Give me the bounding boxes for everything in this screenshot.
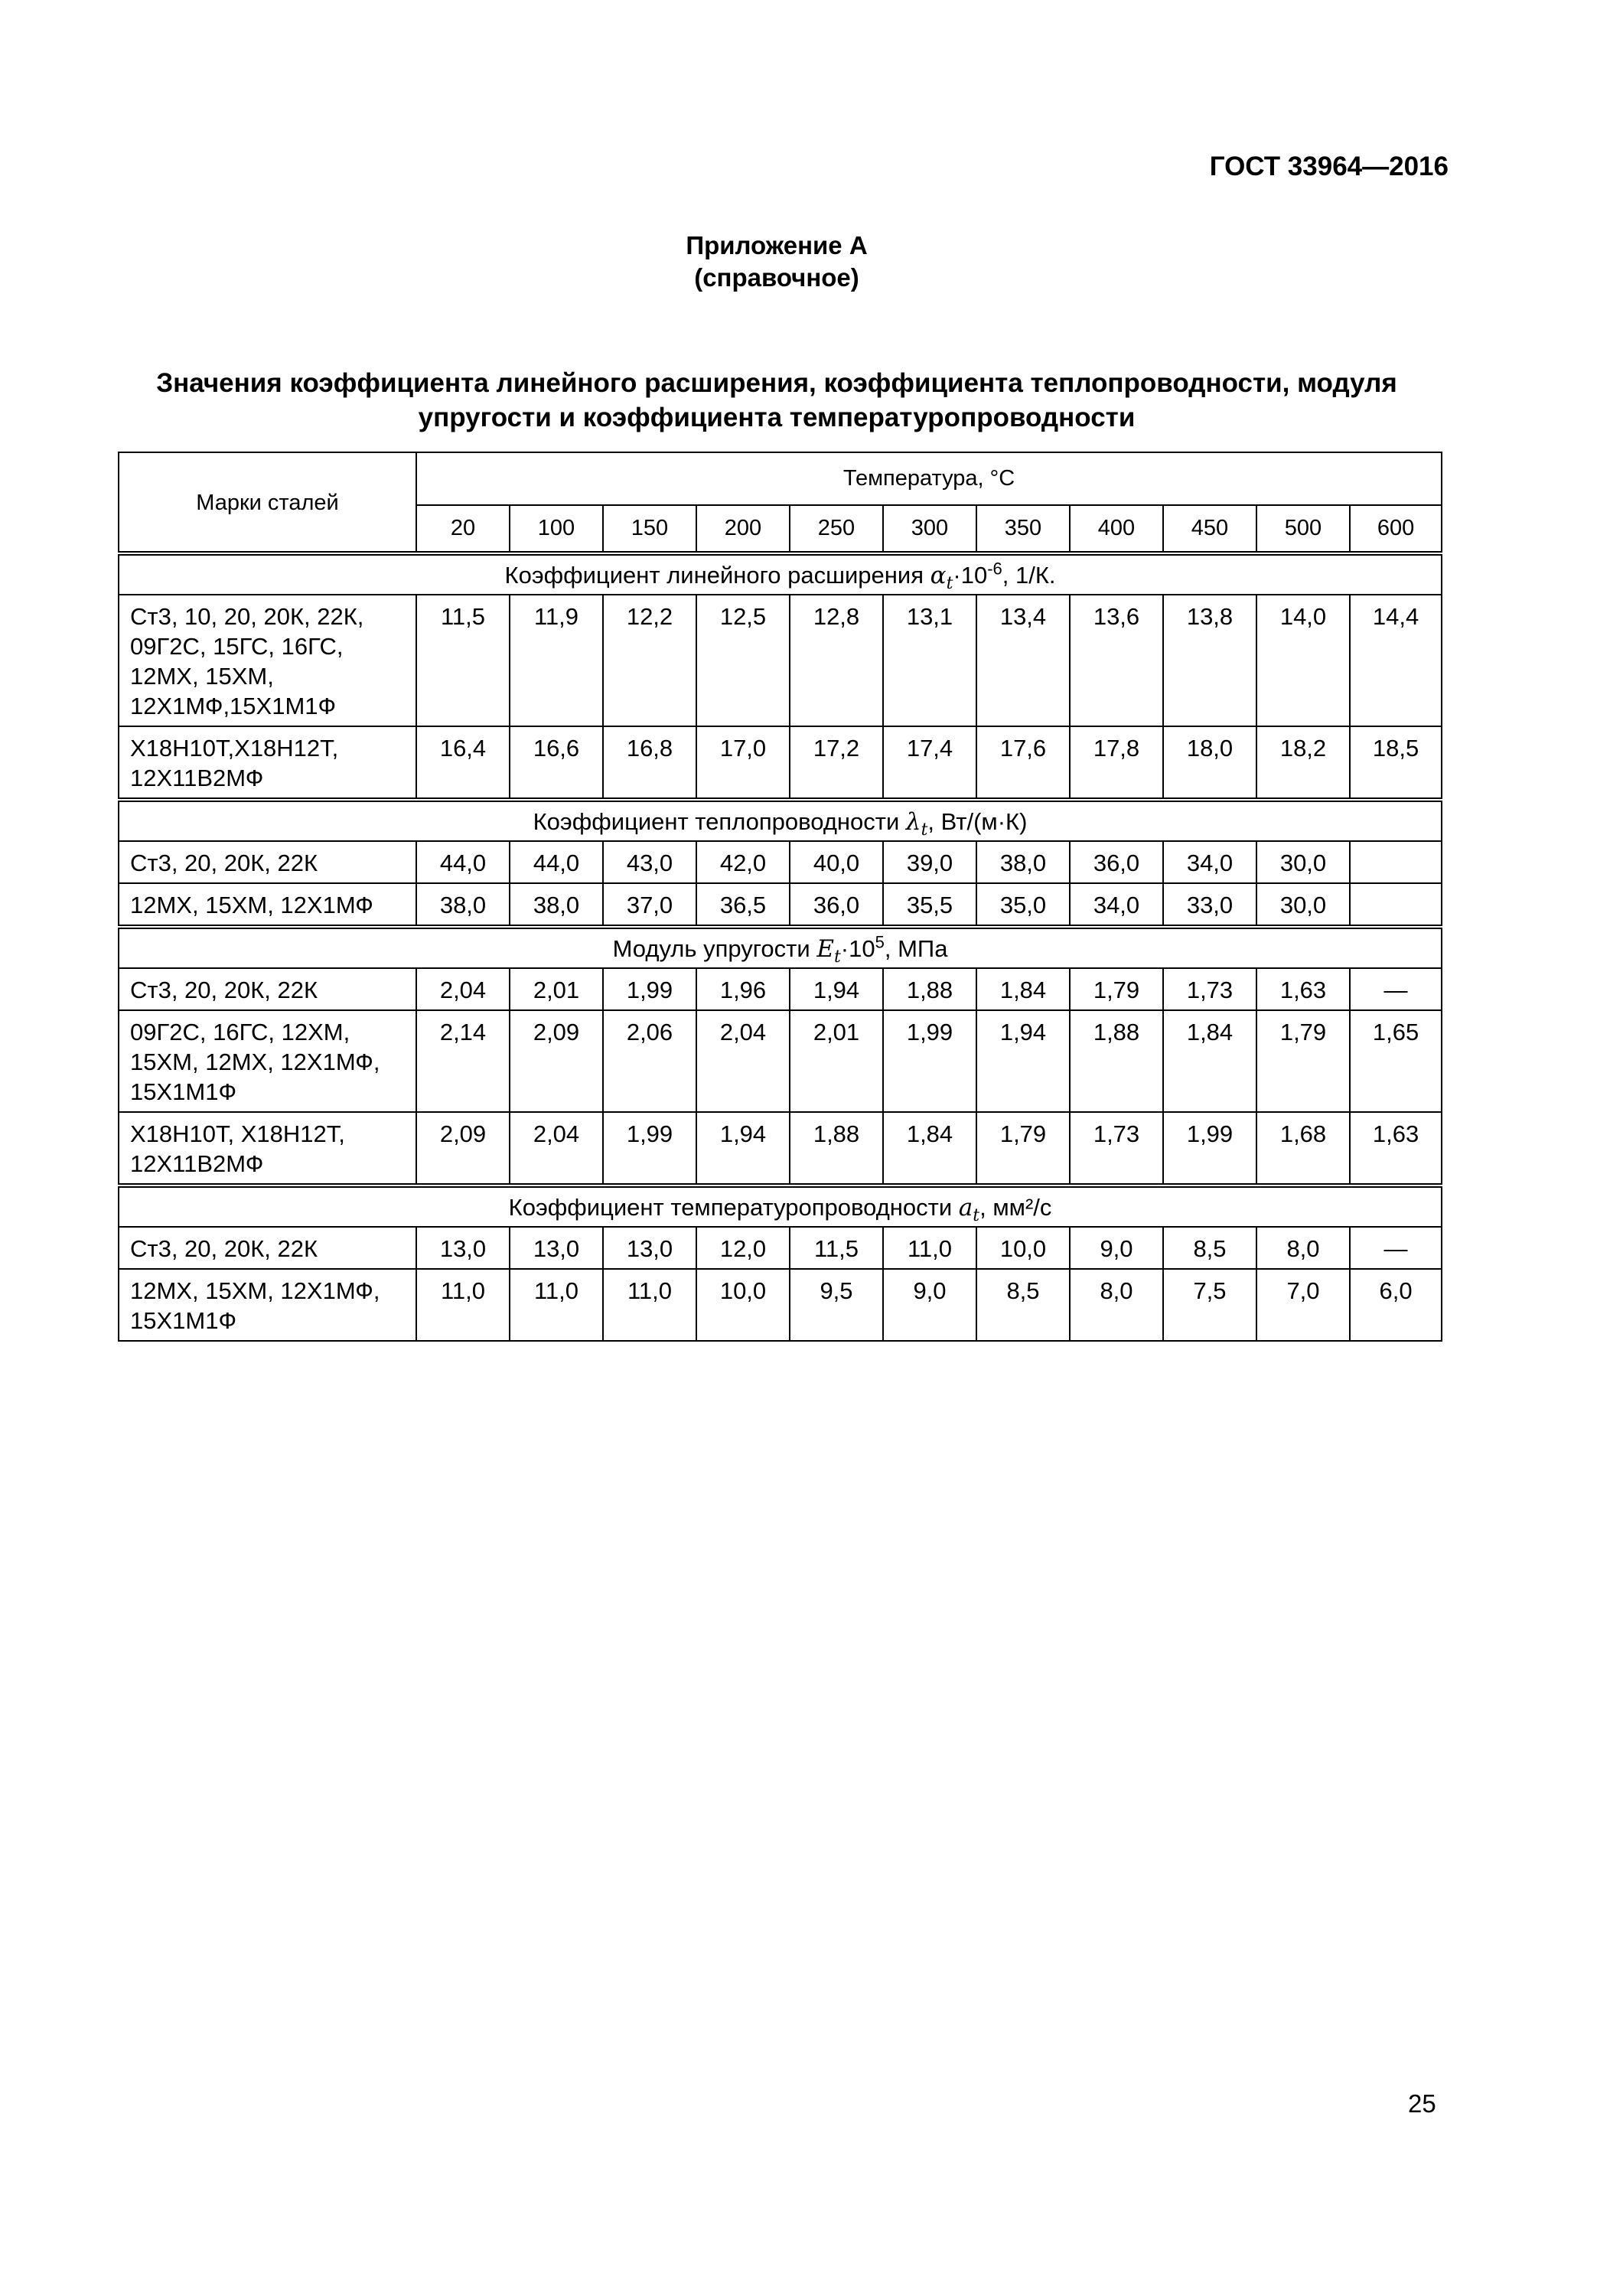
table-row (119, 968, 1442, 1010)
value-cell: 17,6 (976, 726, 1070, 800)
value-cell: 1,84 (1163, 1010, 1256, 1112)
section-header-row (119, 553, 1442, 595)
value-cell: 43,0 (603, 841, 696, 883)
temperature-cell: 250 (790, 505, 883, 553)
value-cell: 1,94 (696, 1112, 790, 1186)
temperature-cell: 200 (696, 505, 790, 553)
value-cell: 1,99 (883, 1010, 976, 1112)
steel-brand-cell: Х18Н10Т,Х18Н12Т, 12Х11В2МФ (119, 726, 416, 800)
value-cell: 6,0 (1350, 1269, 1442, 1341)
value-cell: 2,01 (790, 1010, 883, 1112)
value-cell: — (1350, 1227, 1442, 1269)
table-row (119, 1269, 1442, 1341)
value-cell: 1,79 (976, 1112, 1070, 1186)
temperature-cell: 350 (976, 505, 1070, 553)
section-title-text: Модуль упругости (612, 935, 817, 962)
value-cell: 30,0 (1256, 841, 1350, 883)
section-unit: , 1/К. (1002, 562, 1056, 589)
value-cell: 16,8 (603, 726, 696, 800)
section-exponent: 5 (875, 932, 885, 952)
value-cell: 13,0 (603, 1227, 696, 1269)
value-cell: 44,0 (416, 841, 510, 883)
section-title (119, 927, 1442, 968)
value-cell: — (1350, 968, 1442, 1010)
value-cell: 12,8 (790, 595, 883, 726)
value-cell: 36,5 (696, 883, 790, 927)
value-cell: 36,0 (1070, 841, 1163, 883)
value-cell: 13,0 (416, 1227, 510, 1269)
section-multiplier: ·10 (840, 935, 875, 962)
value-cell: 37,0 (603, 883, 696, 927)
section-title-text: Коэффициент температуропроводности (508, 1194, 959, 1221)
value-cell: 1,84 (976, 968, 1070, 1010)
temperature-cell: 500 (1256, 505, 1350, 553)
value-cell: 11,0 (603, 1269, 696, 1341)
properties-table (118, 452, 1442, 1342)
value-cell: 1,63 (1350, 1112, 1442, 1186)
value-cell: 42,0 (696, 841, 790, 883)
section-header-row (119, 1186, 1442, 1227)
table-row (119, 595, 1442, 726)
value-cell: 18,2 (1256, 726, 1350, 800)
section-symbol-subscript: t (921, 820, 928, 840)
value-cell: 9,0 (883, 1269, 976, 1341)
section-symbol: a (958, 1194, 973, 1221)
section-symbol-subscript: t (946, 574, 953, 594)
value-cell: 1,79 (1256, 1010, 1350, 1112)
appendix-note: (справочное) (694, 263, 859, 292)
value-cell: 16,6 (510, 726, 603, 800)
value-cell: 13,0 (510, 1227, 603, 1269)
value-cell: 1,94 (976, 1010, 1070, 1112)
value-cell: 2,09 (510, 1010, 603, 1112)
section-symbol-subscript: t (833, 947, 841, 967)
value-cell: 11,5 (416, 595, 510, 726)
value-cell: 2,09 (416, 1112, 510, 1186)
value-cell: 1,94 (790, 968, 883, 1010)
value-cell: 13,1 (883, 595, 976, 726)
value-cell: 14,4 (1350, 595, 1442, 726)
section-multiplier: ·10 (953, 562, 988, 589)
section-title-text: Коэффициент теплопроводности (533, 808, 906, 835)
value-cell: 8,5 (1163, 1227, 1256, 1269)
value-cell: 2,01 (510, 968, 603, 1010)
value-cell: 13,8 (1163, 595, 1256, 726)
value-cell: 1,68 (1256, 1112, 1350, 1186)
value-cell: 17,0 (696, 726, 790, 800)
document-id: ГОСТ 33964—2016 (1209, 152, 1449, 181)
temperature-cell: 150 (603, 505, 696, 553)
value-cell: 1,73 (1070, 1112, 1163, 1186)
temperature-cell: 400 (1070, 505, 1163, 553)
page-number: 25 (1408, 2089, 1436, 2118)
value-cell: 39,0 (883, 841, 976, 883)
value-cell: 30,0 (1256, 883, 1350, 927)
value-cell: 44,0 (510, 841, 603, 883)
value-cell: 7,0 (1256, 1269, 1350, 1341)
steel-brand-cell: 12МХ, 15ХМ, 12Х1МФ, 15Х1М1Ф (119, 1269, 416, 1341)
value-cell: 35,0 (976, 883, 1070, 927)
value-cell: 35,5 (883, 883, 976, 927)
steel-brand-cell: Ст3, 10, 20, 20К, 22К, 09Г2С, 15ГС, 16ГС, 12МХ, 15ХМ, 12Х1МФ,15Х1М1Ф (119, 595, 416, 726)
value-cell: 11,5 (790, 1227, 883, 1269)
appendix-title: Приложение А (686, 231, 868, 259)
value-cell: 14,0 (1256, 595, 1350, 726)
value-cell: 8,0 (1070, 1269, 1163, 1341)
value-cell: 2,04 (416, 968, 510, 1010)
value-cell: 1,88 (790, 1112, 883, 1186)
steel-brand-cell: Х18Н10Т, Х18Н12Т, 12Х11В2МФ (119, 1112, 416, 1186)
table-row (119, 841, 1442, 883)
value-cell: 11,0 (416, 1269, 510, 1341)
value-cell: 1,88 (1070, 1010, 1163, 1112)
table-row (119, 1010, 1442, 1112)
value-cell: 9,0 (1070, 1227, 1163, 1269)
temperature-header: Температура, °С (416, 452, 1442, 505)
temperature-cell: 600 (1350, 505, 1442, 553)
steel-brand-cell: Ст3, 20, 20К, 22К (119, 841, 416, 883)
value-cell: 33,0 (1163, 883, 1256, 927)
value-cell: 36,0 (790, 883, 883, 927)
value-cell: 17,2 (790, 726, 883, 800)
value-cell: 18,0 (1163, 726, 1256, 800)
value-cell: 1,63 (1256, 968, 1350, 1010)
section-header-row (119, 800, 1442, 841)
table-row (119, 883, 1442, 927)
value-cell: 10,0 (976, 1227, 1070, 1269)
section-unit: , МПа (884, 935, 948, 962)
appendix-heading (0, 230, 1553, 294)
value-cell: 8,5 (976, 1269, 1070, 1341)
value-cell: 1,96 (696, 968, 790, 1010)
table-title: Значения коэффициента линейного расширения, коэффициента теплопроводности, модуля упругости и коэффициента температуропроводности (156, 368, 1397, 432)
value-cell: 11,0 (883, 1227, 976, 1269)
value-cell (1350, 883, 1442, 927)
value-cell: 1,84 (883, 1112, 976, 1186)
value-cell: 9,5 (790, 1269, 883, 1341)
temperature-cell: 20 (416, 505, 510, 553)
value-cell: 38,0 (416, 883, 510, 927)
temperature-cell: 300 (883, 505, 976, 553)
steel-brand-cell: 09Г2С, 16ГС, 12ХМ, 15ХМ, 12МХ, 12Х1МФ, 15Х1М1Ф (119, 1010, 416, 1112)
value-cell: 10,0 (696, 1269, 790, 1341)
brands-header: Марки сталей (119, 452, 416, 553)
value-cell: 40,0 (790, 841, 883, 883)
value-cell: 1,99 (603, 968, 696, 1010)
table-row (119, 1112, 1442, 1186)
temperature-cell: 100 (510, 505, 603, 553)
value-cell: 7,5 (1163, 1269, 1256, 1341)
value-cell: 13,6 (1070, 595, 1163, 726)
value-cell: 34,0 (1163, 841, 1256, 883)
value-cell: 13,4 (976, 595, 1070, 726)
value-cell: 1,65 (1350, 1010, 1442, 1112)
value-cell: 11,9 (510, 595, 603, 726)
value-cell: 11,0 (510, 1269, 603, 1341)
value-cell: 8,0 (1256, 1227, 1350, 1269)
value-cell: 2,14 (416, 1010, 510, 1112)
section-title (119, 553, 1442, 595)
section-symbol: λ (905, 808, 921, 836)
value-cell: 12,5 (696, 595, 790, 726)
value-cell: 2,04 (696, 1010, 790, 1112)
value-cell: 16,4 (416, 726, 510, 800)
value-cell: 1,73 (1163, 968, 1256, 1010)
table-row (119, 1227, 1442, 1269)
value-cell: 38,0 (510, 883, 603, 927)
value-cell: 34,0 (1070, 883, 1163, 927)
value-cell: 12,2 (603, 595, 696, 726)
value-cell: 1,79 (1070, 968, 1163, 1010)
value-cell: 1,99 (1163, 1112, 1256, 1186)
value-cell: 2,04 (510, 1112, 603, 1186)
section-unit: , мм²/с (979, 1194, 1052, 1221)
steel-brand-cell: Ст3, 20, 20К, 22К (119, 968, 416, 1010)
value-cell: 17,4 (883, 726, 976, 800)
section-symbol: α (930, 562, 947, 589)
steel-brand-cell: 12МХ, 15ХМ, 12Х1МФ (119, 883, 416, 927)
section-exponent: -6 (987, 559, 1002, 579)
section-symbol-subscript: t (973, 1206, 980, 1226)
section-unit: , Вт/(м·К) (927, 808, 1028, 835)
value-cell: 18,5 (1350, 726, 1442, 800)
section-title (119, 800, 1442, 841)
value-cell: 1,88 (883, 968, 976, 1010)
steel-brand-cell: Ст3, 20, 20К, 22К (119, 1227, 416, 1269)
section-title-text: Коэффициент линейного расширения (504, 562, 930, 589)
section-symbol: E (816, 935, 834, 963)
section-title (119, 1186, 1442, 1227)
value-cell: 1,99 (603, 1112, 696, 1186)
value-cell (1350, 841, 1442, 883)
temperature-cell: 450 (1163, 505, 1256, 553)
value-cell: 12,0 (696, 1227, 790, 1269)
value-cell: 17,8 (1070, 726, 1163, 800)
value-cell: 2,06 (603, 1010, 696, 1112)
value-cell: 38,0 (976, 841, 1070, 883)
section-header-row (119, 927, 1442, 968)
table-row (119, 726, 1442, 800)
